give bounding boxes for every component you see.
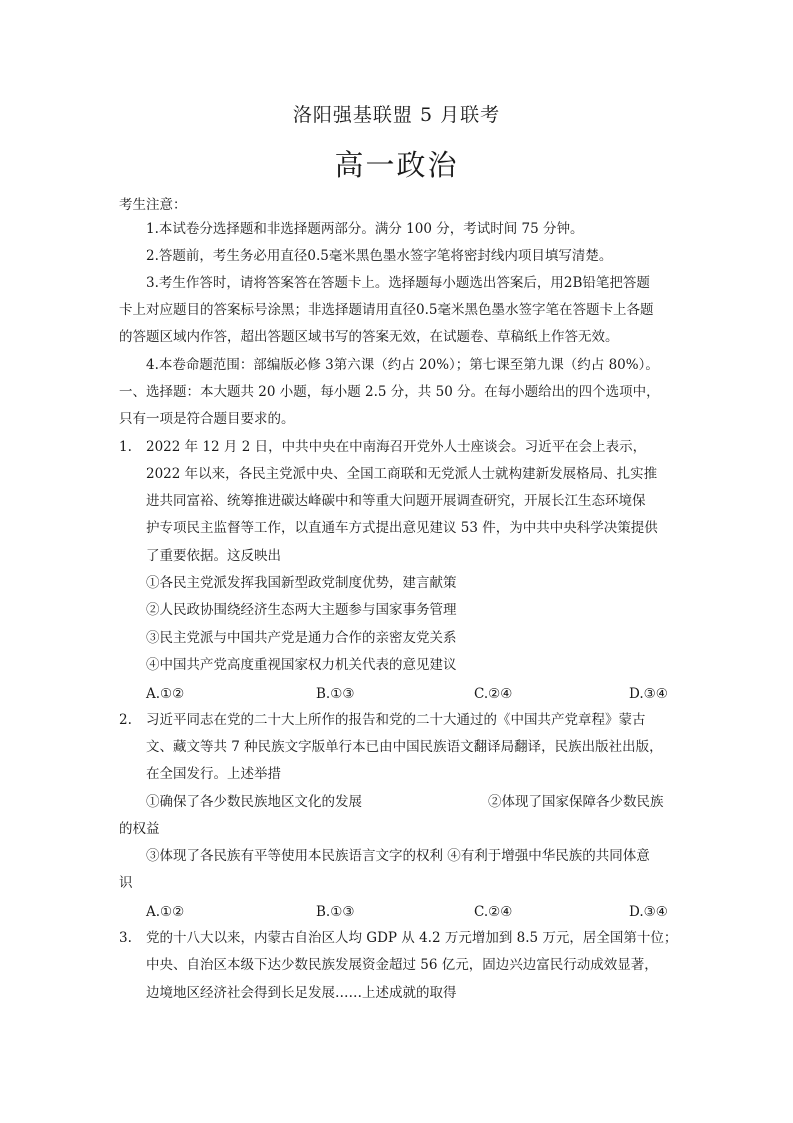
exam-title: 洛阳强基联盟 5 月联考	[292, 104, 501, 126]
subject-title: 高一政治	[334, 148, 459, 182]
question-stem-line: 了重要依据。这反映出	[146, 548, 281, 564]
question-stem-line: 党的十八大以来，内蒙古自治区人均 GDP 从 4.2 万元增加到 8.5 万元，居全国第十位；	[146, 930, 678, 946]
option-c: C.②④	[474, 686, 513, 702]
question-stem-line: 进共同富裕、统筹推进碳达峰碳中和等重大问题开展调查研究，开展长江生态环境保	[146, 493, 646, 509]
question-stem-line: 习近平同志在党的二十大上所作的报告和党的二十大通过的《中国共产党章程》蒙古	[146, 712, 646, 728]
statement-cont: 识	[119, 875, 133, 891]
option-a: A.①②	[146, 686, 185, 702]
statement: ①各民主党派发挥我国新型政党制度优势，建言献策	[146, 575, 457, 591]
statement: ②人民政协围绕经济生态两大主题参与国家事务管理	[146, 602, 457, 618]
question-number: 3.	[119, 930, 132, 946]
statement-cont: 的权益	[119, 821, 160, 837]
section-heading-cont: 只有一项是符合题目要求的。	[119, 411, 295, 427]
question-stem-line: 边境地区经济社会得到长足发展……上述成就的取得	[146, 985, 457, 1001]
question-stem-line: 护专项民主监督等工作，以直通车方式提出意见建议 53 件，为中共中央科学决策提供	[146, 520, 658, 536]
option-b: B.①③	[316, 686, 355, 702]
statement: ④中国共产党高度重视国家权力机关代表的意见建议	[146, 657, 457, 673]
notice-item: 4.本卷命题范围：部编版必修 3第六课（约占 20%）；第七课至第九课（约占 80%）。	[146, 357, 659, 373]
question-stem-line: 文、藏文等共 7 种民族文字版单行本已由中国民族语文翻译局翻译，民族出版社出版，	[146, 739, 663, 755]
question-stem-line: 中央、自治区本级下达少数民族发展资金超过 56 亿元，固边兴边富民行动成效显著，	[146, 957, 658, 973]
statement: ③民主党派与中国共产党是通力合作的亲密友党关系	[146, 630, 457, 646]
question-stem-line: 在全国发行。上述举措	[146, 766, 281, 782]
notice-item: 的答题区域内作答，超出答题区域书写的答案无效，在试题卷、草稿纸上作答无效。	[119, 329, 619, 345]
question-number: 1.	[119, 439, 132, 455]
option-b: B.①③	[316, 904, 355, 920]
statement: ②体现了国家保障各少数民族	[488, 794, 664, 810]
question-number: 2.	[119, 712, 132, 728]
notice-item: 2.答题前，考生务必用直径0.5毫米黑色墨水签字笔将密封线内项目填写清楚。	[146, 248, 613, 264]
option-a: A.①②	[146, 904, 185, 920]
notice-item: 卡上对应题目的答案标号涂黑；非选择题请用直径0.5毫米黑色墨水签字笔在答题卡上各题	[119, 302, 654, 318]
notice-item: 1.本试卷分选择题和非选择题两部分。满分 100 分，考试时间 75 分钟。	[146, 221, 584, 237]
question-stem-line: 2022 年以来，各民主党派中央、全国工商联和无党派人士就构建新发展格局、扎实推	[146, 466, 658, 482]
question-stem-line: 2022 年 12 月 2 日，中共中央在中南海召开党外人士座谈会。习近平在会上表示，	[146, 439, 647, 455]
option-d: D.③④	[629, 904, 668, 920]
statement: ①确保了各少数民族地区文化的发展	[146, 794, 362, 810]
notice-heading: 考生注意：	[119, 197, 187, 213]
option-d: D.③④	[629, 686, 668, 702]
statement: ③体现了各民族有平等使用本民族语言文字的权利 ④有利于增强中华民族的共同体意	[146, 848, 650, 864]
notice-item: 3.考生作答时，请将答案答在答题卡上。选择题每小题选出答案后，用2B铅笔把答题	[146, 275, 650, 291]
option-c: C.②④	[474, 904, 513, 920]
section-heading: 一、选择题：本大题共 20 小题，每小题 2.5 分，共 50 分。在每小题给出的四个选项中，	[119, 384, 660, 400]
